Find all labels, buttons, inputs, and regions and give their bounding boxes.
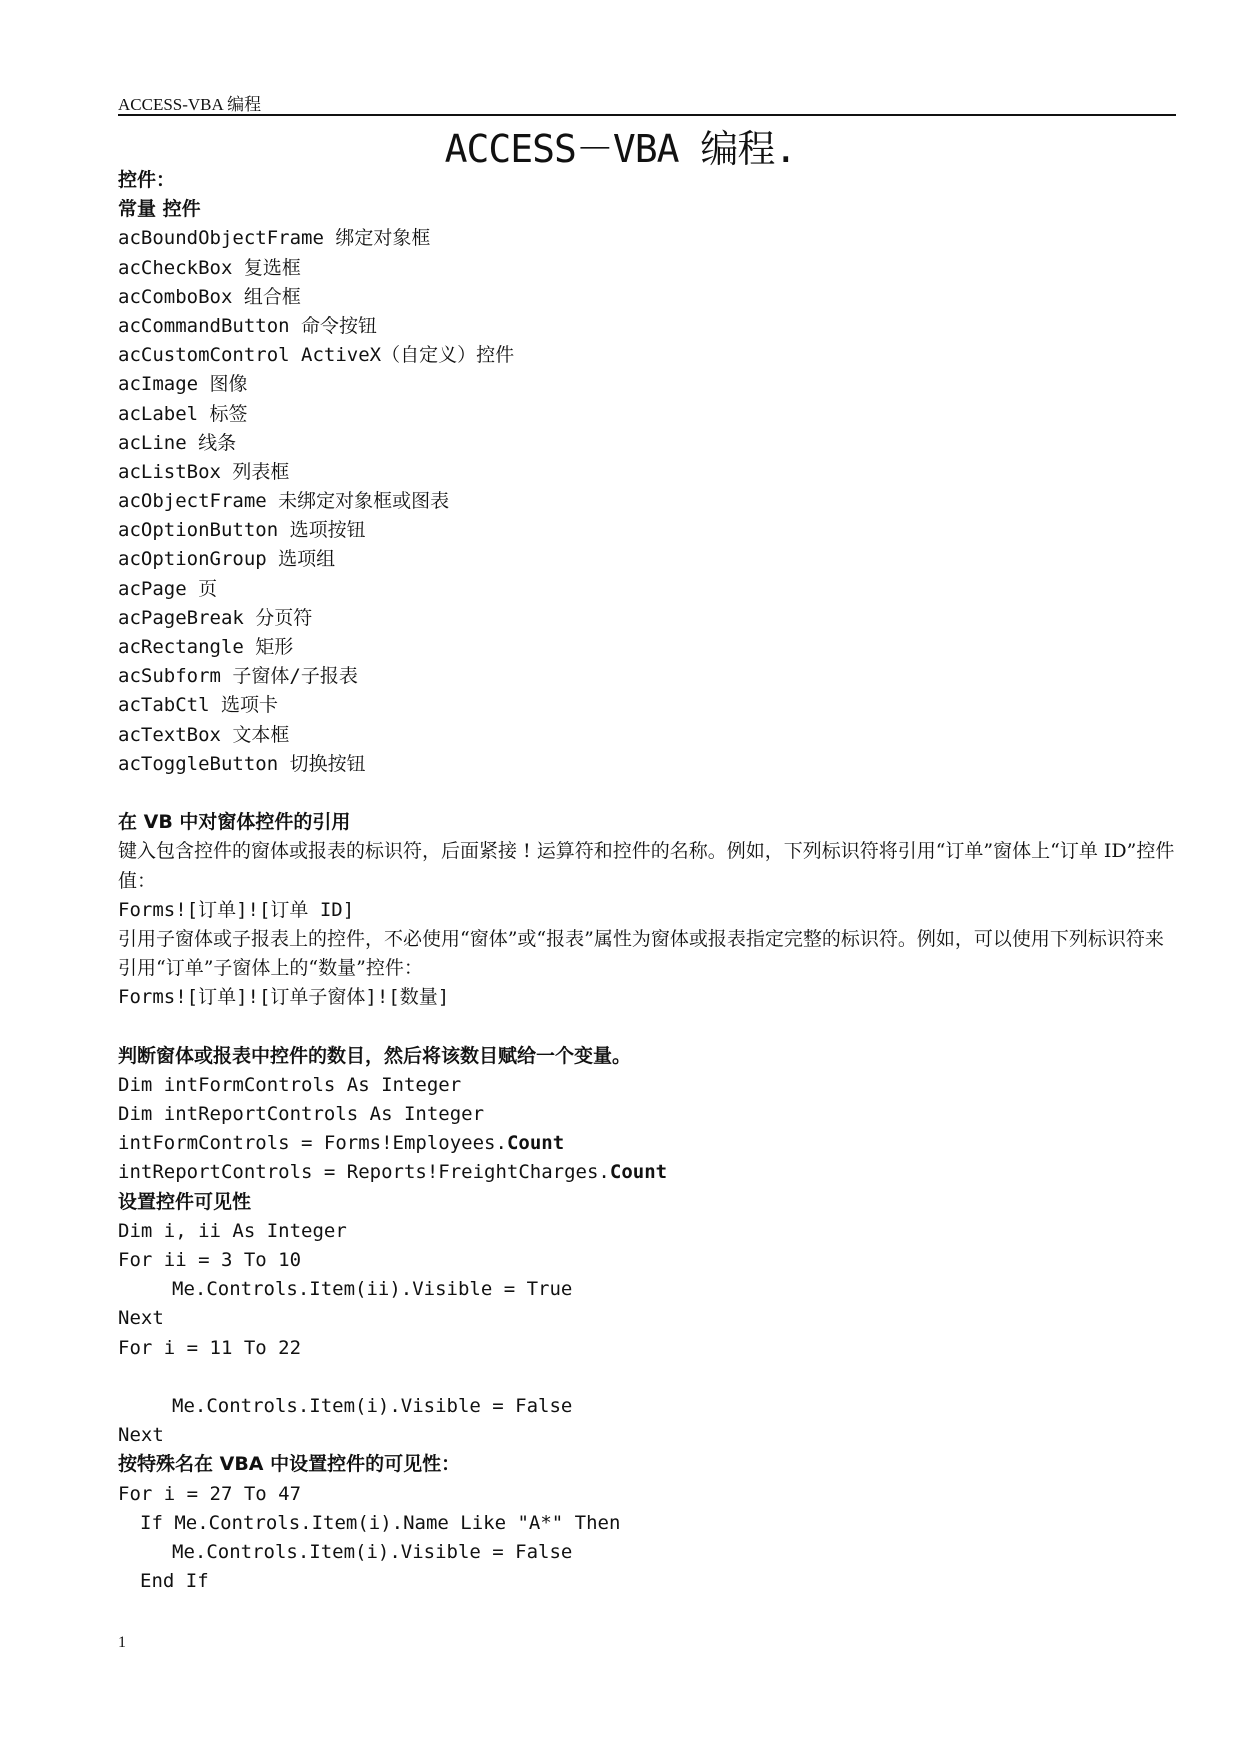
code-line: Next (118, 1307, 164, 1330)
code-line: Dim intReportControls As Integer (118, 1103, 485, 1126)
code-line: For i = 11 To 22 (118, 1336, 302, 1359)
reference-paragraph-2: 引用子窗体或子报表上的控件，不必使用“窗体”或“报表”属性为窗体或报表指定完整的标识符。例如，可以使用下列标识符来引用“订单”子窗体上的“数量”控件： (118, 927, 1164, 980)
control-item: acTextBox 文本框 (118, 723, 290, 746)
constants-subheading: 常量 控件 (118, 198, 201, 221)
control-item: acLine 线条 (118, 431, 237, 454)
code-keyword: Count (609, 1161, 668, 1184)
running-header: ACCESS-VBA 编程 (118, 95, 262, 114)
reference-paragraph-1: 键入包含控件的窗体或报表的标识符，后面紧接 ! 运算符和控件的名称。例如，下列标识符将引用“订单”窗体上“订单 ID”控件值： (118, 840, 1175, 892)
code-line: For i = 27 To 47 (118, 1482, 302, 1505)
control-item: acCommandButton 命令按钮 (118, 314, 378, 337)
code-line: Me.Controls.Item(i).Visible = False (172, 1540, 573, 1563)
page-number: 1 (118, 1634, 126, 1651)
code-keyword: Count (506, 1132, 565, 1155)
spacer (118, 779, 1180, 808)
control-item: acImage 图像 (118, 373, 248, 396)
spacer (118, 1363, 1180, 1392)
control-item: acListBox 列表框 (118, 460, 290, 483)
control-item: acPageBreak 分页符 (118, 606, 313, 629)
control-item: acBoundObjectFrame 绑定对象框 (118, 227, 431, 250)
count-heading: 判断窗体或报表中控件的数目，然后将该数目赋给一个变量。 (118, 1044, 632, 1067)
control-item: acObjectFrame 未绑定对象框或图表 (118, 490, 450, 513)
control-item: acToggleButton 切换按钮 (118, 752, 366, 775)
code-line: For ii = 3 To 10 (118, 1249, 302, 1271)
control-item: acLabel 标签 (118, 402, 248, 425)
control-item: acCheckBox 复选框 (118, 256, 301, 279)
control-item: acRectangle 矩形 (118, 636, 294, 658)
reference-code-2: Forms![订单]![订单子窗体]![数量] (118, 986, 450, 1009)
code-line: Me.Controls.Item(i).Visible = False (172, 1394, 573, 1417)
document-body (118, 166, 1180, 1596)
reference-code-1: Forms![订单]![订单 ID] (118, 898, 355, 921)
document-title: ACCESS－VBA 编程. (444, 127, 797, 171)
control-item: acComboBox 组合框 (118, 285, 301, 308)
code-line: If Me.Controls.Item(i).Name Like "A*" Then (140, 1511, 621, 1534)
code-text: intFormControls = Forms!Employees. (118, 1132, 507, 1155)
code-line (118, 1158, 1180, 1187)
header-rule (118, 114, 1176, 116)
reference-heading: 在 VB 中对窗体控件的引用 (118, 811, 351, 834)
code-line: Dim intFormControls As Integer (118, 1073, 462, 1096)
control-item: acOptionGroup 选项组 (118, 548, 336, 571)
visible-heading: 设置控件可见性 (118, 1190, 252, 1213)
control-item: acCustomControl ActiveX（自定义）控件 (118, 344, 515, 367)
control-item: acPage 页 (118, 577, 218, 600)
control-item: acSubform 子窗体/子报表 (118, 665, 358, 688)
code-line: Next (118, 1424, 164, 1447)
code-line (118, 1129, 1180, 1158)
control-item: acOptionButton 选项按钮 (118, 519, 366, 542)
code-line: Dim i, ii As Integer (118, 1219, 347, 1242)
code-line: End If (140, 1570, 209, 1593)
code-text: intReportControls = Reports!FreightCharges. (118, 1161, 610, 1184)
code-line: Me.Controls.Item(ii).Visible = True (172, 1278, 573, 1301)
controls-heading: 控件： (118, 169, 176, 191)
name-visibility-heading: 按特殊名在 VBA 中设置控件的可见性： (118, 1453, 461, 1476)
control-item: acTabCtl 选项卡 (118, 694, 278, 717)
spacer (118, 1013, 1180, 1042)
